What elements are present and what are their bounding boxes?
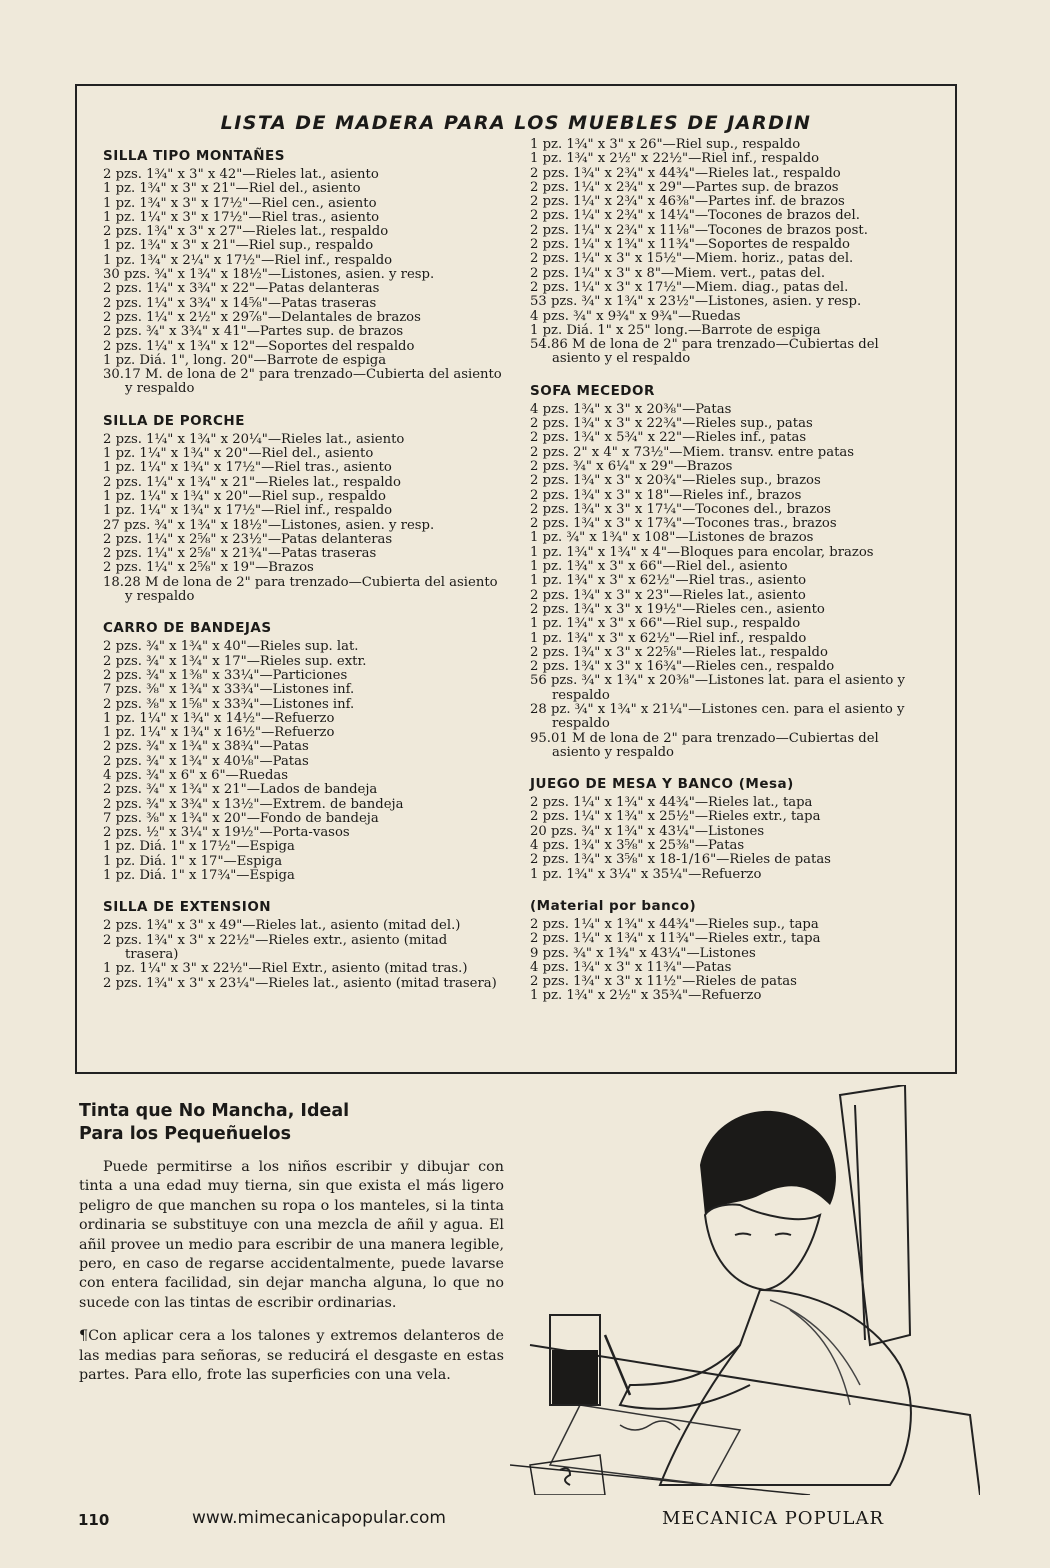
lumber-item: 1 pz. 1¾" x 1¾" x 4"—Bloques para encolar, brazos [530, 544, 874, 560]
lumber-item: 1 pz. 1¾" x 2¼" x 17½"—Riel inf., respaldo [103, 252, 393, 268]
lumber-item: 2 pzs. ¾" x 6¼" x 29"—Brazos [530, 458, 733, 474]
magazine-name: MECANICA POPULAR [662, 1508, 885, 1529]
lumber-item: 1 pz. 1¾" x 3" x 17½"—Riel cen., asiento [103, 195, 377, 211]
lumber-item: 1 pz. Diá. 1" x 17"—Espiga [103, 853, 283, 869]
lumber-item: 4 pzs. 1¾" x 3" x 11¾"—Patas [530, 959, 732, 975]
lumber-item: 2 pzs. 1¼" x 2⅝" x 19"—Brazos [103, 560, 314, 576]
lumber-item: 95.01 M de lona de 2" para trenzado—Cubiertas del asiento y respaldo [530, 730, 879, 760]
lumber-item: 2 pzs. 1¼" x 2½" x 29⅞"—Delantales de brazos [103, 309, 421, 325]
lumber-item: 1 pz. 1¾" x 2½" x 35¾"—Refuerzo [530, 988, 762, 1004]
lumber-item: 2 pzs. ¾" x 3¾" x 13½"—Extrem. de bandeja [103, 796, 404, 812]
lumber-item: 2 pzs. ¾" x 1¾" x 21"—Lados de bandeja [103, 782, 378, 798]
section-title: JUEGO DE MESA Y BANCO (Mesa) [530, 776, 794, 793]
lumber-item: 4 pzs. ¾" x 9¾" x 9¾"—Ruedas [530, 308, 741, 324]
lumber-item: 2 pzs. 2" x 4" x 73½"—Miem. transv. entre patas [530, 444, 855, 460]
lumber-item: 2 pzs. ¾" x 3¾" x 41"—Partes sup. de brazos [103, 324, 404, 340]
lumber-item: 2 pzs. 1¼" x 2¾" x 46⅜"—Partes inf. de brazos [530, 194, 845, 210]
lumber-item: 2 pzs. 1¾" x 2¾" x 44¾"—Rieles lat., respaldo [530, 165, 841, 181]
right-column [530, 138, 930, 1004]
lumber-item: 2 pzs. 1¾" x 3" x 11½"—Rieles de patas [530, 974, 797, 990]
article [79, 1100, 504, 1399]
lumber-item: 2 pzs. 1¾" x 3" x 23¼"—Rieles lat., asiento (mitad trasera) [103, 975, 497, 991]
lumber-item: 1 pz. 1¾" x 3" x 62½"—Riel inf., respaldo [530, 630, 807, 646]
lumber-item: 2 pzs. 1¼" x 2⅝" x 21¾"—Patas traseras [103, 546, 377, 562]
lumber-item: 2 pzs. 1¼" x 3¾" x 14⅝"—Patas traseras [103, 295, 377, 311]
article-title [79, 1100, 504, 1146]
lumber-item: 1 pz. 1¾" x 3" x 21"—Riel del., asiento [103, 181, 361, 197]
lumber-item: 56 pzs. ¾" x 1¾" x 20⅜"—Listones lat. para el asiento y respaldo [530, 673, 905, 703]
section-title: SILLA DE EXTENSION [103, 899, 272, 916]
lumber-item: 1 pz. 1¼" x 1¾" x 16½"—Refuerzo [103, 725, 335, 741]
lumber-item: 1 pz. Diá. 1", long. 20"—Barrote de espiga [103, 352, 387, 368]
lumber-item: 2 pzs. 1¼" x 3" x 15½"—Miem. horiz., patas del. [530, 251, 854, 267]
lumber-list-box [75, 84, 957, 1074]
lumber-item: 27 pzs. ¾" x 1¾" x 18½"—Listones, asien. y resp. [103, 517, 435, 533]
lumber-item: 2 pzs. 1¾" x 3" x 42"—Rieles lat., asiento [103, 167, 379, 182]
lumber-item: 2 pzs. 1¾" x 3" x 22⅝"—Rieles lat., respaldo [530, 644, 828, 660]
lumber-item: 1 pz. 1¾" x 3" x 26"—Riel sup., respaldo [530, 137, 801, 152]
lumber-item: 2 pzs. 1¼" x 1¾" x 44¾"—Rieles sup., tapa [530, 916, 819, 932]
lumber-item: 2 pzs. 1¾" x 3" x 22½"—Rieles extr., asiento (mitad trasera) [103, 932, 448, 962]
lumber-item: 1 pz. ¾" x 1¾" x 108"—Listones de brazos [530, 530, 814, 546]
section-title: (Material por banco) [530, 897, 697, 914]
lumber-item: 1 pz. 1¾" x 3" x 62½"—Riel tras., asiento [530, 573, 807, 589]
section-title: SILLA TIPO MONTAÑES [103, 148, 285, 164]
lumber-item: 2 pzs. 1¼" x 2¾" x 14¼"—Tocones de brazos del. [530, 208, 860, 224]
lumber-item: 30 pzs. ¾" x 1¾" x 18½"—Listones, asien. y resp. [103, 267, 435, 283]
lumber-item: 1 pz. 1¾" x 3" x 21"—Riel sup., respaldo [103, 238, 374, 254]
lumber-item: 1 pz. 1¾" x 3" x 66"—Riel del., asiento [530, 559, 788, 575]
lumber-item: 2 pzs. 1¾" x 3" x 16¾"—Rieles cen., respaldo [530, 659, 835, 675]
lumber-item: 1 pz. Diá. 1" x 25" long.—Barrote de espiga [530, 322, 821, 338]
article-tip: ¶Con aplicar cera a los talones y extremos delanteros de las medias para señoras, se reducirá el desgaste en estas partes. Para ello, frote las superficies con una vela. [79, 1328, 504, 1384]
lumber-item: 4 pzs. 1¾" x 3⅝" x 25⅜"—Patas [530, 838, 745, 854]
footer-url: www.mimecanicapopular.com [192, 1508, 446, 1528]
lumber-item: 2 pzs. 1¼" x 2⅝" x 23½"—Patas delanteras [103, 531, 393, 547]
section-title: SOFA MECEDOR [530, 382, 655, 399]
lumber-item: 2 pzs. 1¼" x 2¾" x 11⅛"—Tocones de brazos post. [530, 222, 868, 238]
section-title: CARRO DE BANDEJAS [103, 620, 272, 637]
lumber-item: 7 pzs. ⅜" x 1¾" x 20"—Fondo de bandeja [103, 810, 379, 826]
lumber-item: 2 pzs. ¾" x 1¾" x 17"—Rieles sup. extr. [103, 653, 367, 669]
lumber-item: 2 pzs. ¾" x 1⅜" x 33¼"—Particiones [103, 667, 348, 683]
lumber-item: 1 pz. 1¼" x 3" x 22½"—Riel Extr., asiento (mitad tras.) [103, 961, 468, 977]
boy-drawing-illustration [510, 1085, 980, 1495]
lumber-item: 2 pzs. 1¼" x 1¾" x 11¾"—Rieles extr., tapa [530, 931, 821, 947]
lumber-item: 2 pzs. 1¼" x 1¾" x 12"—Soportes del respaldo [103, 338, 415, 354]
lumber-item: 1 pz. 1¼" x 1¾" x 20"—Riel sup., respaldo [103, 488, 386, 504]
lumber-item: 2 pzs. ¾" x 1¾" x 40⅛"—Patas [103, 753, 309, 769]
lumber-item: 9 pzs. ¾" x 1¾" x 43¼"—Listones [530, 945, 756, 961]
lumber-item: 2 pzs. 1¾" x 3" x 20¾"—Rieles sup., brazos [530, 473, 821, 489]
lumber-item: 4 pzs. 1¾" x 3" x 20⅜"—Patas [530, 401, 732, 417]
lumber-item: 2 pzs. 1¼" x 3" x 17½"—Miem. diag., patas del. [530, 279, 849, 295]
lumber-item: 1 pz. 1¼" x 3" x 17½"—Riel tras., asiento [103, 209, 380, 225]
page-number: 110 [78, 1511, 110, 1529]
lumber-item: 1 pz. Diá. 1" x 17½"—Espiga [103, 839, 295, 855]
left-column [103, 148, 503, 991]
lumber-item: 2 pzs. 1¼" x 1¾" x 25½"—Rieles extr., tapa [530, 809, 821, 825]
lumber-item: 4 pzs. ¾" x 6" x 6"—Ruedas [103, 767, 289, 783]
lumber-item: 2 pzs. ¾" x 1¾" x 40"—Rieles sup. lat. [103, 639, 359, 655]
lumber-item: 2 pzs. 1¾" x 3" x 22¾"—Rieles sup., patas [530, 416, 813, 432]
lumber-item: 1 pz. 1¼" x 1¾" x 17½"—Riel tras., asiento [103, 460, 392, 476]
lumber-item: 2 pzs. 1¾" x 3" x 27"—Rieles lat., respaldo [103, 224, 389, 240]
lumber-item: 1 pz. 1¼" x 1¾" x 17½"—Riel inf., respaldo [103, 503, 393, 519]
article-title-line-1: Tinta que No Mancha, Ideal [79, 1101, 350, 1121]
lumber-item: 18.28 M de lona de 2" para trenzado—Cubierta del asiento y respaldo [103, 574, 498, 605]
lumber-item: 2 pzs. 1¾" x 3" x 17¾"—Tocones tras., brazos [530, 516, 837, 532]
lumber-item: 2 pzs. ¾" x 1¾" x 38¾"—Patas [103, 739, 309, 755]
lumber-item: 2 pzs. 1¾" x 3⅝" x 18-1/16"—Rieles de patas [530, 852, 831, 868]
lumber-item: 2 pzs. 1¼" x 1¾" x 21"—Rieles lat., respaldo [103, 474, 401, 490]
lumber-item: 53 pzs. ¾" x 1¾" x 23½"—Listones, asien. y resp. [530, 294, 862, 310]
lumber-item: 2 pzs. 1¼" x 1¾" x 44¾"—Rieles lat., tapa [530, 795, 813, 811]
lumber-item: 2 pzs. 1¾" x 3" x 18"—Rieles inf., brazos [530, 487, 802, 503]
lumber-item: 2 pzs. ⅜" x 1⅝" x 33¾"—Listones inf. [103, 696, 355, 712]
section-title: SILLA DE PORCHE [103, 412, 245, 429]
lumber-item: 1 pz. 1¼" x 1¾" x 14½"—Refuerzo [103, 710, 335, 726]
lumber-item: 2 pzs. ½" x 3¼" x 19½"—Porta-vasos [103, 825, 350, 841]
lumber-item: 2 pzs. 1¾" x 3" x 49"—Rieles lat., asiento (mitad del.) [103, 918, 461, 934]
lumber-item: 2 pzs. 1¼" x 3¾" x 22"—Patas delanteras [103, 281, 380, 297]
lumber-item: 2 pzs. 1¼" x 1¾" x 11¾"—Soportes de respaldo [530, 237, 850, 253]
lumber-list-title: LISTA DE MADERA PARA LOS MUEBLES DE JARDIN [220, 112, 812, 134]
lumber-item: 1 pz. 1¾" x 3" x 66"—Riel sup., respaldo [530, 616, 801, 632]
article-body: Puede permitirse a los niños escribir y dibujar con tinta a una edad muy tierna, sin que exista el más ligero peligro de que manchen su ropa o los manteles, si la tinta ordinaria se substituye con una mezcla de añil y agua. El añil provee un medio para escribir de una manera legible, pero, en caso de regarse accidentalmente, puede lavarse con entera facilidad, sin dejar mancha alguna, lo que no sucede con las tintas de escribir ordinarias. [79, 1159, 504, 1311]
lumber-item: 2 pzs. 1¼" x 1¾" x 20¼"—Rieles lat., asiento [103, 431, 405, 447]
lumber-item: 2 pzs. 1¼" x 3" x 8"—Miem. vert., patas del. [530, 265, 826, 281]
lumber-item: 28 pz. ¾" x 1¾" x 21¼"—Listones cen. para el asiento y respaldo [530, 701, 905, 732]
lumber-item: 54.86 M de lona de 2" para trenzado—Cubiertas del asiento y el respaldo [530, 337, 879, 367]
lumber-item: 1 pz. 1¼" x 1¾" x 20"—Riel del., asiento [103, 446, 374, 462]
lumber-item: 2 pzs. 1¾" x 3" x 19½"—Rieles cen., asiento [530, 601, 825, 617]
lumber-item: 2 pzs. 1¼" x 2¾" x 29"—Partes sup. de brazos [530, 179, 839, 195]
lumber-item: 20 pzs. ¾" x 1¾" x 43¼"—Listones [530, 823, 765, 839]
article-title-line-2: Para los Pequeñuelos [79, 1124, 291, 1144]
lumber-item: 2 pzs. 1¾" x 3" x 23"—Rieles lat., asiento [530, 587, 806, 603]
lumber-item: 7 pzs. ⅜" x 1¾" x 33¾"—Listones inf. [103, 682, 355, 698]
lumber-item: 1 pz. 1¾" x 3¼" x 35¼"—Refuerzo [530, 866, 762, 882]
lumber-item: 1 pz. Diá. 1" x 17¾"—Espiga [103, 868, 295, 884]
lumber-item: 30.17 M. de lona de 2" para trenzado—Cubierta del asiento y respaldo [103, 367, 502, 397]
lumber-item: 2 pzs. 1¾" x 5¾" x 22"—Rieles inf., patas [530, 430, 807, 446]
lumber-item: 2 pzs. 1¾" x 3" x 17¼"—Tocones del., brazos [530, 501, 831, 517]
lumber-item: 1 pz. 1¾" x 2½" x 22½"—Riel inf., respaldo [530, 151, 820, 167]
